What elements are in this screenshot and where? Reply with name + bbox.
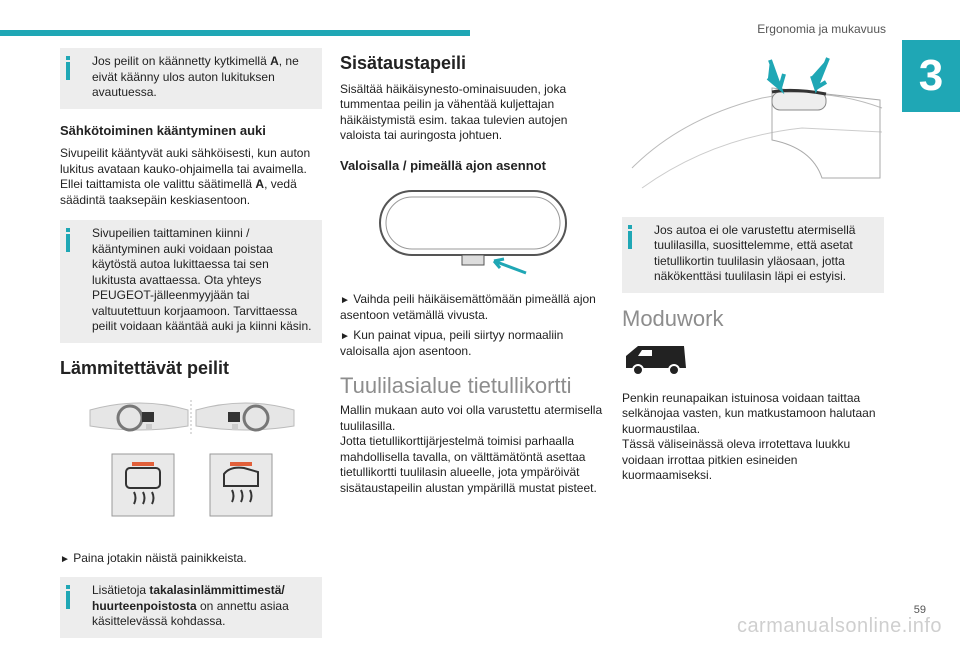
info-note-folding: Jos peilit on käännetty kytkimellä A, ne eivät käänny ulos auton lukituksen avautuessa. xyxy=(60,48,322,109)
steering-wheel-icon xyxy=(196,403,294,430)
rear-defrost-button-icon xyxy=(112,454,174,516)
paragraph-interior-mirror: Sisältää häikäisynesto-ominaisuuden, joka tummentaa peilin ja vähentää kuljettajan häikäistymistä esim. takaa tulevien autojen valoista tai auringosta johtuen. xyxy=(340,81,568,142)
paragraph-moduwork: Penkin reunapaikan istuinosa voidaan taittaa selkänojaa vasten, kun matkustamoon halutaan kuormaustilaa. Tässä väliseinässä oleva irrotettava luukku voidaan irrottaa pitkien esineiden kuormaamiseksi. xyxy=(622,390,876,482)
arrow-down-icon xyxy=(812,58,828,88)
heading-interior-mirror: Sisätaustapeili xyxy=(340,53,467,73)
column-left xyxy=(60,48,322,652)
mirror-defrost-button-icon xyxy=(210,454,272,516)
info-icon xyxy=(66,228,70,252)
heading-day-night: Valoisalla / pimeällä ajon asennot xyxy=(340,157,546,173)
info-icon xyxy=(66,56,70,80)
section-title: Ergonomia ja mukavuus xyxy=(757,22,886,36)
info-icon xyxy=(66,585,70,609)
interior-mirror-illustration xyxy=(340,181,606,281)
info-note-defrost: Lisätietoja takalasinlämmittimestä/ huurteenpoistosta on annettu asiaa käsittelevässä kohdassa. xyxy=(60,577,322,638)
steering-wheel-icon xyxy=(90,403,188,430)
column-right xyxy=(622,48,884,496)
heading-heated-mirrors: Lämmitettävät peilit xyxy=(60,357,230,378)
header-accent-bar xyxy=(0,30,470,36)
paragraph-electric-unfolding: Sivupeilit kääntyvät auki sähköisesti, kun auton lukitus avataan kauko-ohjaimella tai avaimella. Ellei taittamista ole valittu säätimellä A, vedä säädintä taaksepäin keskiasentoon. xyxy=(60,146,311,207)
van-icon xyxy=(622,338,692,378)
bullet-press-button: ► Paina jotakin näistä painikkeista. xyxy=(60,550,247,565)
chapter-number: 3 xyxy=(902,40,960,112)
paragraph-toll-card: Mallin mukaan auto voi olla varustettu atermisella tuulilasilla. Jotta tietullikorttijärjestelmä toimisi parhaalla mahdollisella tavalla, on välttämätöntä asettaa tietullikortti tuulilasin alueelle, jota ympäröivät sisätaustapeilin alustan ympärillä mustat pisteet. xyxy=(340,403,603,495)
info-icon xyxy=(628,225,632,249)
bullet-night-position: ► Vaihda peili häikäisemättömään pimeällä ajon asentoon vetämällä vivusta. xyxy=(340,291,596,322)
watermark: carmanualsonline.info xyxy=(736,615,942,637)
arrow-down-icon xyxy=(768,60,784,88)
info-note-toll-card: Jos autoa ei ole varustettu atermisellä tuulilasilla, suosittelemme, että asetat tietullikortin tuulilasin yläosaan, jotta näkökenttäsi tuulilasin läpi ei estyisi. xyxy=(622,217,884,293)
info-note-disable-folding: Sivupeilien taittaminen kiinni / kääntyminen auki voidaan poistaa käytöstä autoa lukittaessa tai sen lukitusta avattaessa. Ota yhteys PEUGEOT-jälleenmyyjään tai valtuutettuun korjaamoon. Tarvittaessa peilit voidaan kääntää auki ja kiinni käsin. xyxy=(60,220,322,343)
heading-moduwork: Moduwork xyxy=(622,305,724,331)
bullet-day-position: ► Kun painat vipua, peili siirtyy normaaliin valoisalla ajon asentoon. xyxy=(340,327,564,358)
page-number: 59 xyxy=(913,604,926,616)
heated-mirror-illustration xyxy=(60,390,322,540)
lever-arrow-icon xyxy=(494,259,526,273)
column-middle xyxy=(340,48,606,508)
heading-toll-card: Tuulilasialue tietullikortti xyxy=(340,372,572,398)
windshield-illustration xyxy=(622,48,884,208)
heading-electric-unfolding: Sähkötoiminen kääntyminen auki xyxy=(60,122,266,138)
